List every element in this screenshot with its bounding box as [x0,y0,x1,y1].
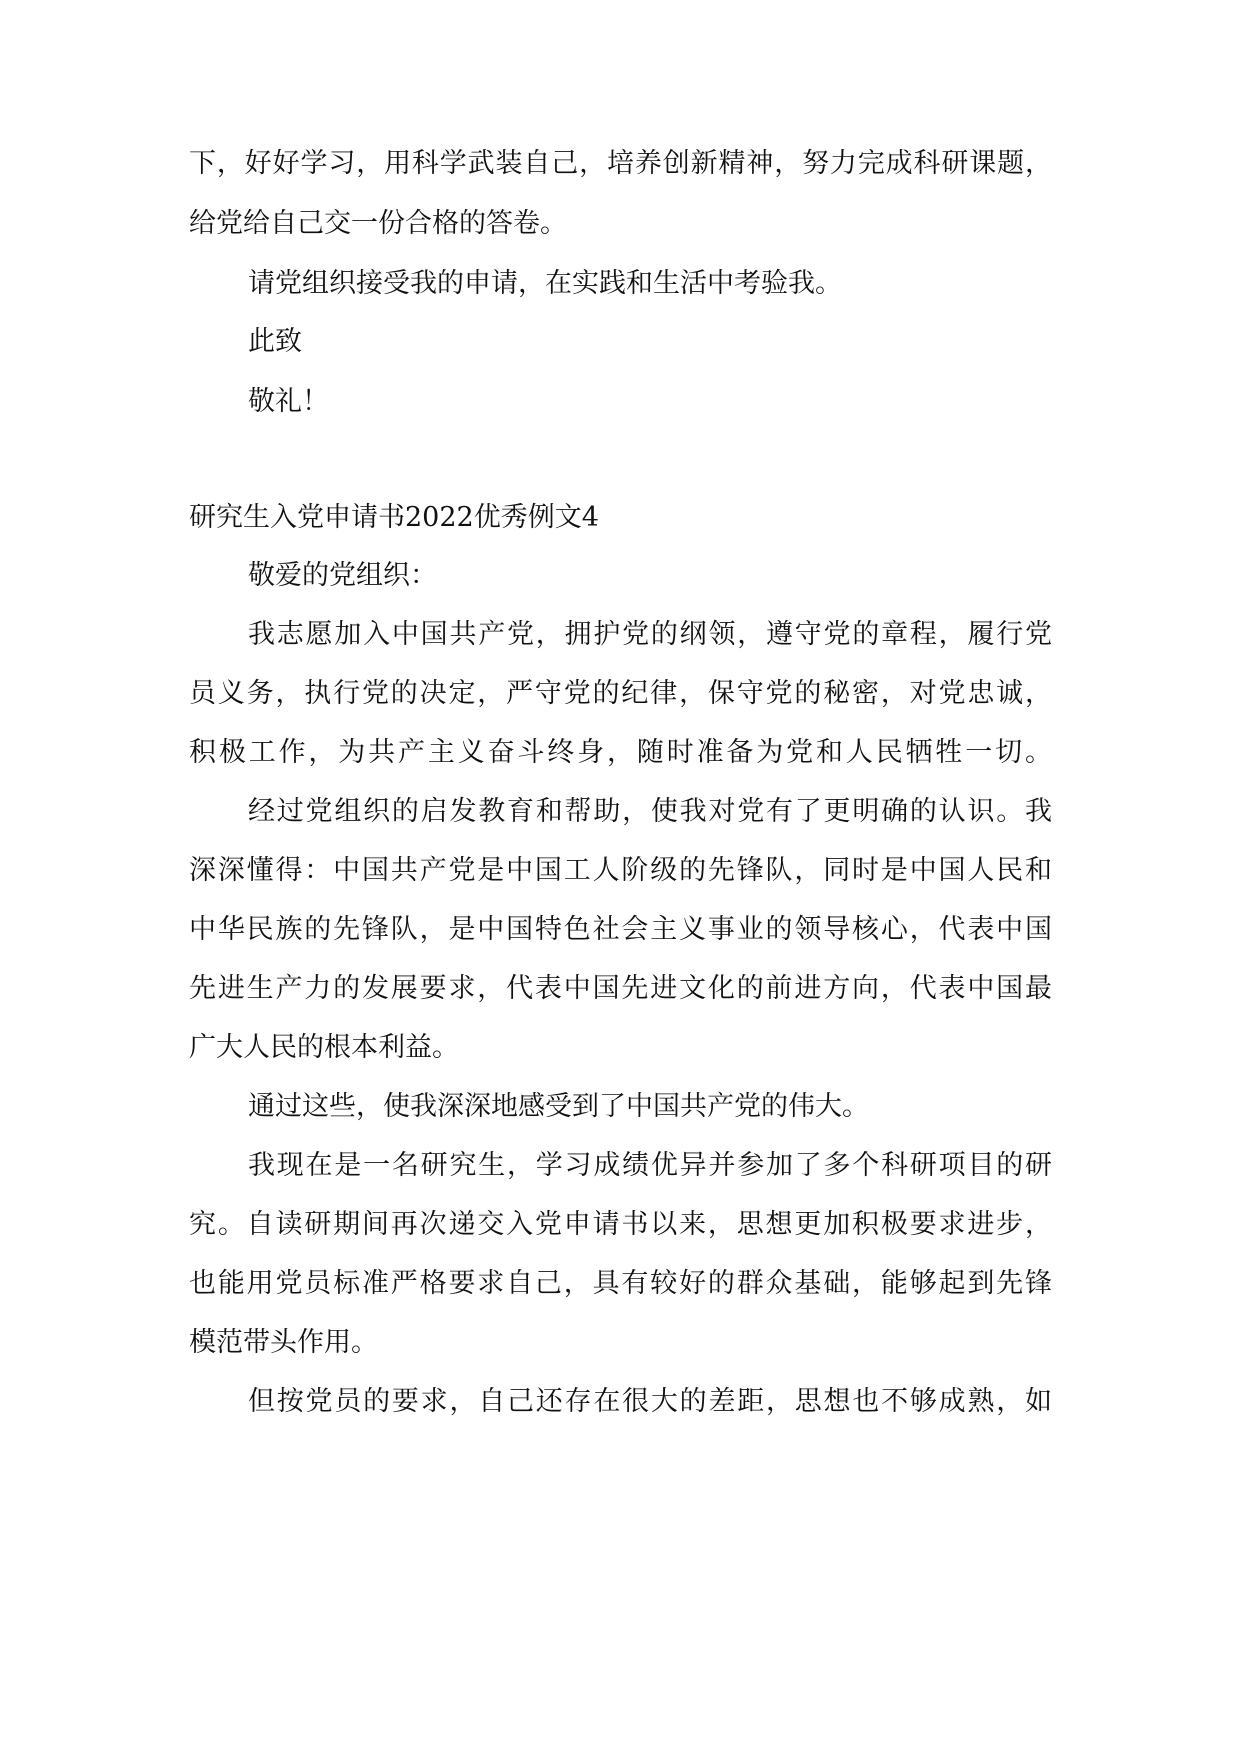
text-line: 但按党员的要求，自己还存在很大的差距，思想也不够成熟，如 [248,1386,1052,1417]
text-line: 我现在是一名研究生，学习成绩优异并参加了多个科研项目的研 [248,1150,1052,1181]
text-line: 中华民族的先锋队，是中国特色社会主义事业的领导核心，代表中国 [189,914,1052,945]
text-line: 给党给自己交一份合格的答卷。 [189,208,567,239]
text-line: 广大人民的根本利益。 [189,1032,459,1063]
section-title: 研究生入党申请书2022优秀例文4 [189,502,599,533]
text-line: 积极工作，为共产主义奋斗终身，随时准备为党和人民牺牲一切。 [189,737,1052,768]
text-line: 下，好好学习，用科学武装自己，培养创新精神，努力完成科研课题， [189,148,1052,179]
text-line: 我志愿加入中国共产党，拥护党的纲领，遵守党的章程，履行党 [248,619,1052,650]
text-line: 通过这些，使我深深地感受到了中国共产党的伟大。 [248,1091,869,1122]
text-line: 究。自读研期间再次递交入党申请书以来，思想更加积极要求进步， [189,1209,1052,1240]
text-line: 模范带头作用。 [189,1327,378,1358]
text-line: 请党组织接受我的申请，在实践和生活中考验我。 [248,268,842,299]
letter-greeting: 敬爱的党组织： [248,560,437,591]
closing-regards: 敬礼！ [248,386,329,417]
text-line: 员义务，执行党的决定，严守党的纪律，保守党的秘密，对党忠诚， [189,678,1052,709]
closing-salutation: 此致 [248,326,302,357]
text-line: 深深懂得：中国共产党是中国工人阶级的先锋队，同时是中国人民和 [189,855,1052,886]
text-line: 也能用党员标准严格要求自己，具有较好的群众基础，能够起到先锋 [189,1268,1052,1299]
text-line: 经过党组织的启发教育和帮助，使我对党有了更明确的认识。我 [248,796,1052,827]
text-line: 先进生产力的发展要求，代表中国先进文化的前进方向，代表中国最 [189,973,1052,1004]
